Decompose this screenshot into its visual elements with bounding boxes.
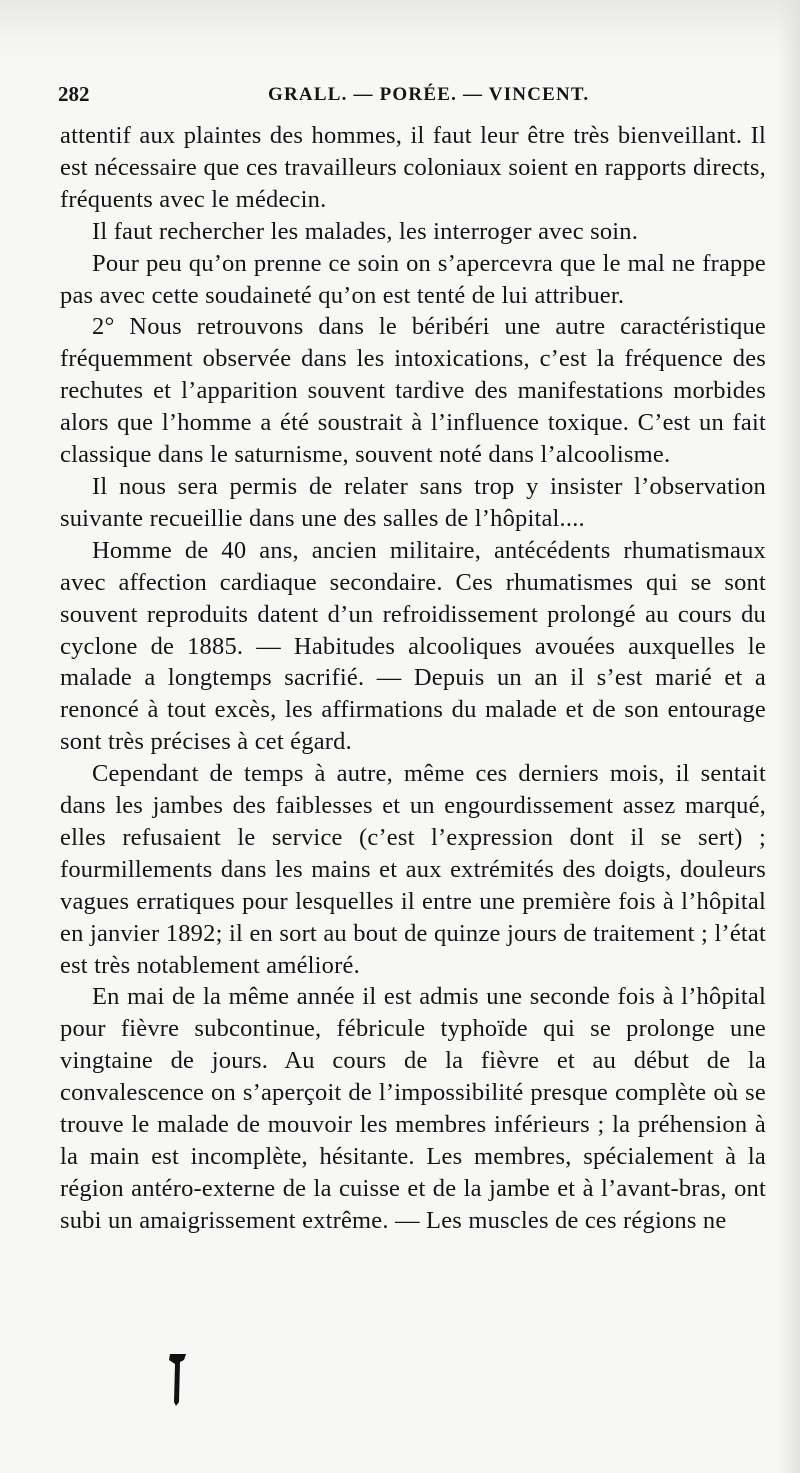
ink-blot-mark [166, 1352, 190, 1408]
paragraph: En mai de la même année il est admis une seconde fois à l’hôpital pour fièvre subcontinue, fébricule typhoïde qui se prolonge une vingtaine de jours. Au cours de la fièvre et au début de la convalescence on s’aperçoit de l’impossibilité presque complète où se trouve le malade de mouvoir les membres inférieurs ; la préhension à la main est incomplète, hésitante. Les membres, spécialement à la région antéro-externe de la cuisse et de la jambe et à l’avant-bras, ont subi un amaigrissement extrême. — Les muscles de ces régions ne [60, 983, 766, 1234]
paragraph: Il nous sera permis de relater sans trop y insister l’observation suivante recueillie dans une des salles de l’hôpital.... [60, 472, 766, 532]
paragraph-point-2: 2° Nous retrouvons dans le béribéri une autre caractéristique fréquemment observée dans les intoxications, c’est la fréquence des rechutes et l’apparition souvent tardive des manifestations morbides alors que l’homme a été soustrait à l’influence toxique. C’est un fait classique dans le saturnisme, souvent noté dans l’alcoolisme. [60, 313, 766, 469]
scan-top-edge [0, 0, 800, 60]
scan-right-edge [778, 0, 800, 1473]
running-title: GRALL. — PORÉE. — VINCENT. [268, 84, 590, 105]
paragraph-case-history: Homme de 40 ans, ancien militaire, antécédents rhumatismaux avec affection cardiaque secondaire. Ces rhumatismes qui se sont souvent reproduits datent d’un refroidissement prolongé au cours du cyclone de 1885. — Habitudes alcooliques avouées auxquelles le malade a longtemps sacrifié. — Depuis un an il s’est marié et a renoncé à tout excès, les affirmations du malade et de son entourage sont très précises à cet égard. [60, 536, 766, 756]
paragraph-continuation: attentif aux plaintes des hommes, il faut leur être très bienveillant. Il est nécessaire que ces travailleurs coloniaux soient en rapports directs, fréquents avec le médecin. [60, 122, 766, 213]
page-body [60, 120, 766, 1237]
paragraph: Cependant de temps à autre, même ces derniers mois, il sentait dans les jambes des faiblesses et un engourdissement assez marqué, elles refusaient le service (c’est l’expression dont il se sert) ; fourmillements dans les mains et aux extrémités des doigts, douleurs vagues erratiques pour lesquelles il entre une première fois à l’hôpital en janvier 1892; il en sort au bout de quinze jours de traitement ; l’état est très notablement amélioré. [60, 760, 766, 979]
running-head [58, 82, 764, 112]
page-number: 282 [58, 82, 90, 106]
paragraph: Pour peu qu’on prenne ce soin on s’apercevra que le mal ne frappe pas avec cette soudaineté qu’on est tenté de lui attribuer. [60, 249, 766, 309]
paragraph: Il faut rechercher les malades, les interroger avec soin. [92, 217, 639, 245]
